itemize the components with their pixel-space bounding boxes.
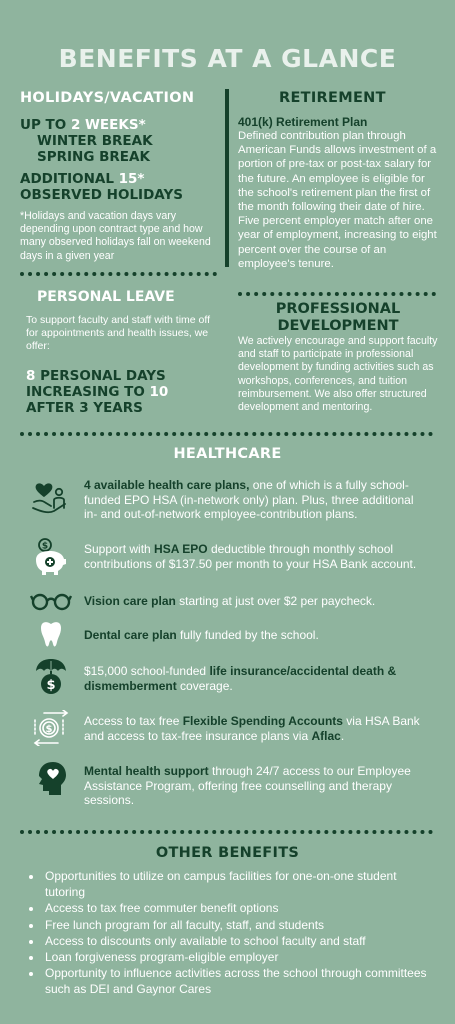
mental-health-text: Mental health support through 24/7 access to our Employee Assistance Program, offering free counselling and therapy sessions. [84,764,411,808]
fsa-text: Access to tax free Flexible Spending Accounts via HSA Bank and access to tax-free insurance plans via Aflac. [84,714,420,743]
winter-break-line: WINTER BREAK [37,133,153,149]
column-divider [225,89,229,267]
list-item: • Free lunch program for all faculty, staff, and students [43,917,438,933]
holidays-note: *Holidays and vacation days vary depending upon contract type and how many observed holidays fall on weekend days in a given year [20,210,211,262]
professional-heading: PROFESSIONAL DEVELOPMENT [275,301,401,334]
health-plans-text: 4 available health care plans, one of which is a fully school-funded EPO HSA (in-network only) plan. Plus, three additional in- and out-of-network employee-contribution plans. [84,478,414,522]
hsa-support-text: Support with HSA EPO deductible through monthly school contributions of $137.50 per month to your HSA Bank account. [84,542,417,571]
svg-text:$: $ [45,724,53,735]
life-insurance-text: $15,000 school-funded life insurance/accidental death & dismemberment coverage. [84,664,397,693]
dotted-divider [238,292,436,296]
other-benefits-heading: OTHER BENEFITS [155,845,300,861]
vision-text: Vision care plan starting at just over $2 per paycheck. [84,594,376,608]
personal-leave-intro: To support faculty and staff with time off for appointments and health issues, we offer: [26,314,211,353]
page-title: BENEFITS AT A GLANCE [58,44,397,73]
holidays-heading: HOLIDAYS/VACATION [20,90,195,106]
personal-leave-heading: PERSONAL LEAVE [37,289,175,305]
piggy-bank-icon [32,538,66,572]
dotted-divider [20,830,433,834]
glasses-icon [30,591,72,616]
observed-holidays-line: OBSERVED HOLIDAYS [20,187,183,203]
list-item: • Opportunity to influence activities across the school through committees such as DEI and Gaynor Cares [43,965,438,997]
list-item: • Access to tax free commuter benefit options [43,900,438,916]
retirement-subheading: 401(k) Retirement Plan [238,115,368,129]
healthcare-heading: HEALTHCARE [173,446,282,462]
dotted-divider [20,272,217,276]
increasing-line: INCREASING TO 10 [26,384,169,400]
dotted-divider [20,432,433,436]
spring-break-line: SPRING BREAK [37,149,150,165]
svg-text:$: $ [46,678,56,693]
money-umbrella-icon [34,658,68,692]
list-item: • Opportunities to utilize on campus facilities for one-on-one student tutoring [43,868,438,900]
list-item: • Access to discounts only available to school faculty and staff [43,933,438,949]
professional-body: We actively encourage and support faculty and staff to participate in professional development by funding activities such as workshops, conferences, and tuition reimbursement. We also offer structured development and mentoring. [238,335,438,414]
list-item: • Loan forgiveness program-eligible employer [43,949,438,965]
mental-health-icon [33,760,67,794]
other-benefits-list [26,868,438,998]
personal-days-line: 8 PERSONAL DAYS [26,368,166,384]
holidays-vacation-line: UP TO 2 WEEKS* [20,117,146,133]
money-exchange-icon [32,710,66,744]
after-years-line: AFTER 3 YEARS [26,400,143,416]
dental-text: Dental care plan fully funded by the school. [84,628,319,642]
health-plans-icon [32,478,66,512]
retirement-heading: RETIREMENT [279,90,386,106]
additional-holidays-line: ADDITIONAL 15* [20,171,145,187]
tooth-icon [40,620,62,653]
retirement-body: Defined contribution plan through American Funds allows investment of a portion of pre-tax or post-tax salary for the future. An employee is eligible for the school's retirement plan the first of the month following their date of hire. Five percent employer match after one year of employment, increasing to eight percent over the course of an employee's tenure. [238,130,437,270]
svg-text:$: $ [41,541,49,552]
